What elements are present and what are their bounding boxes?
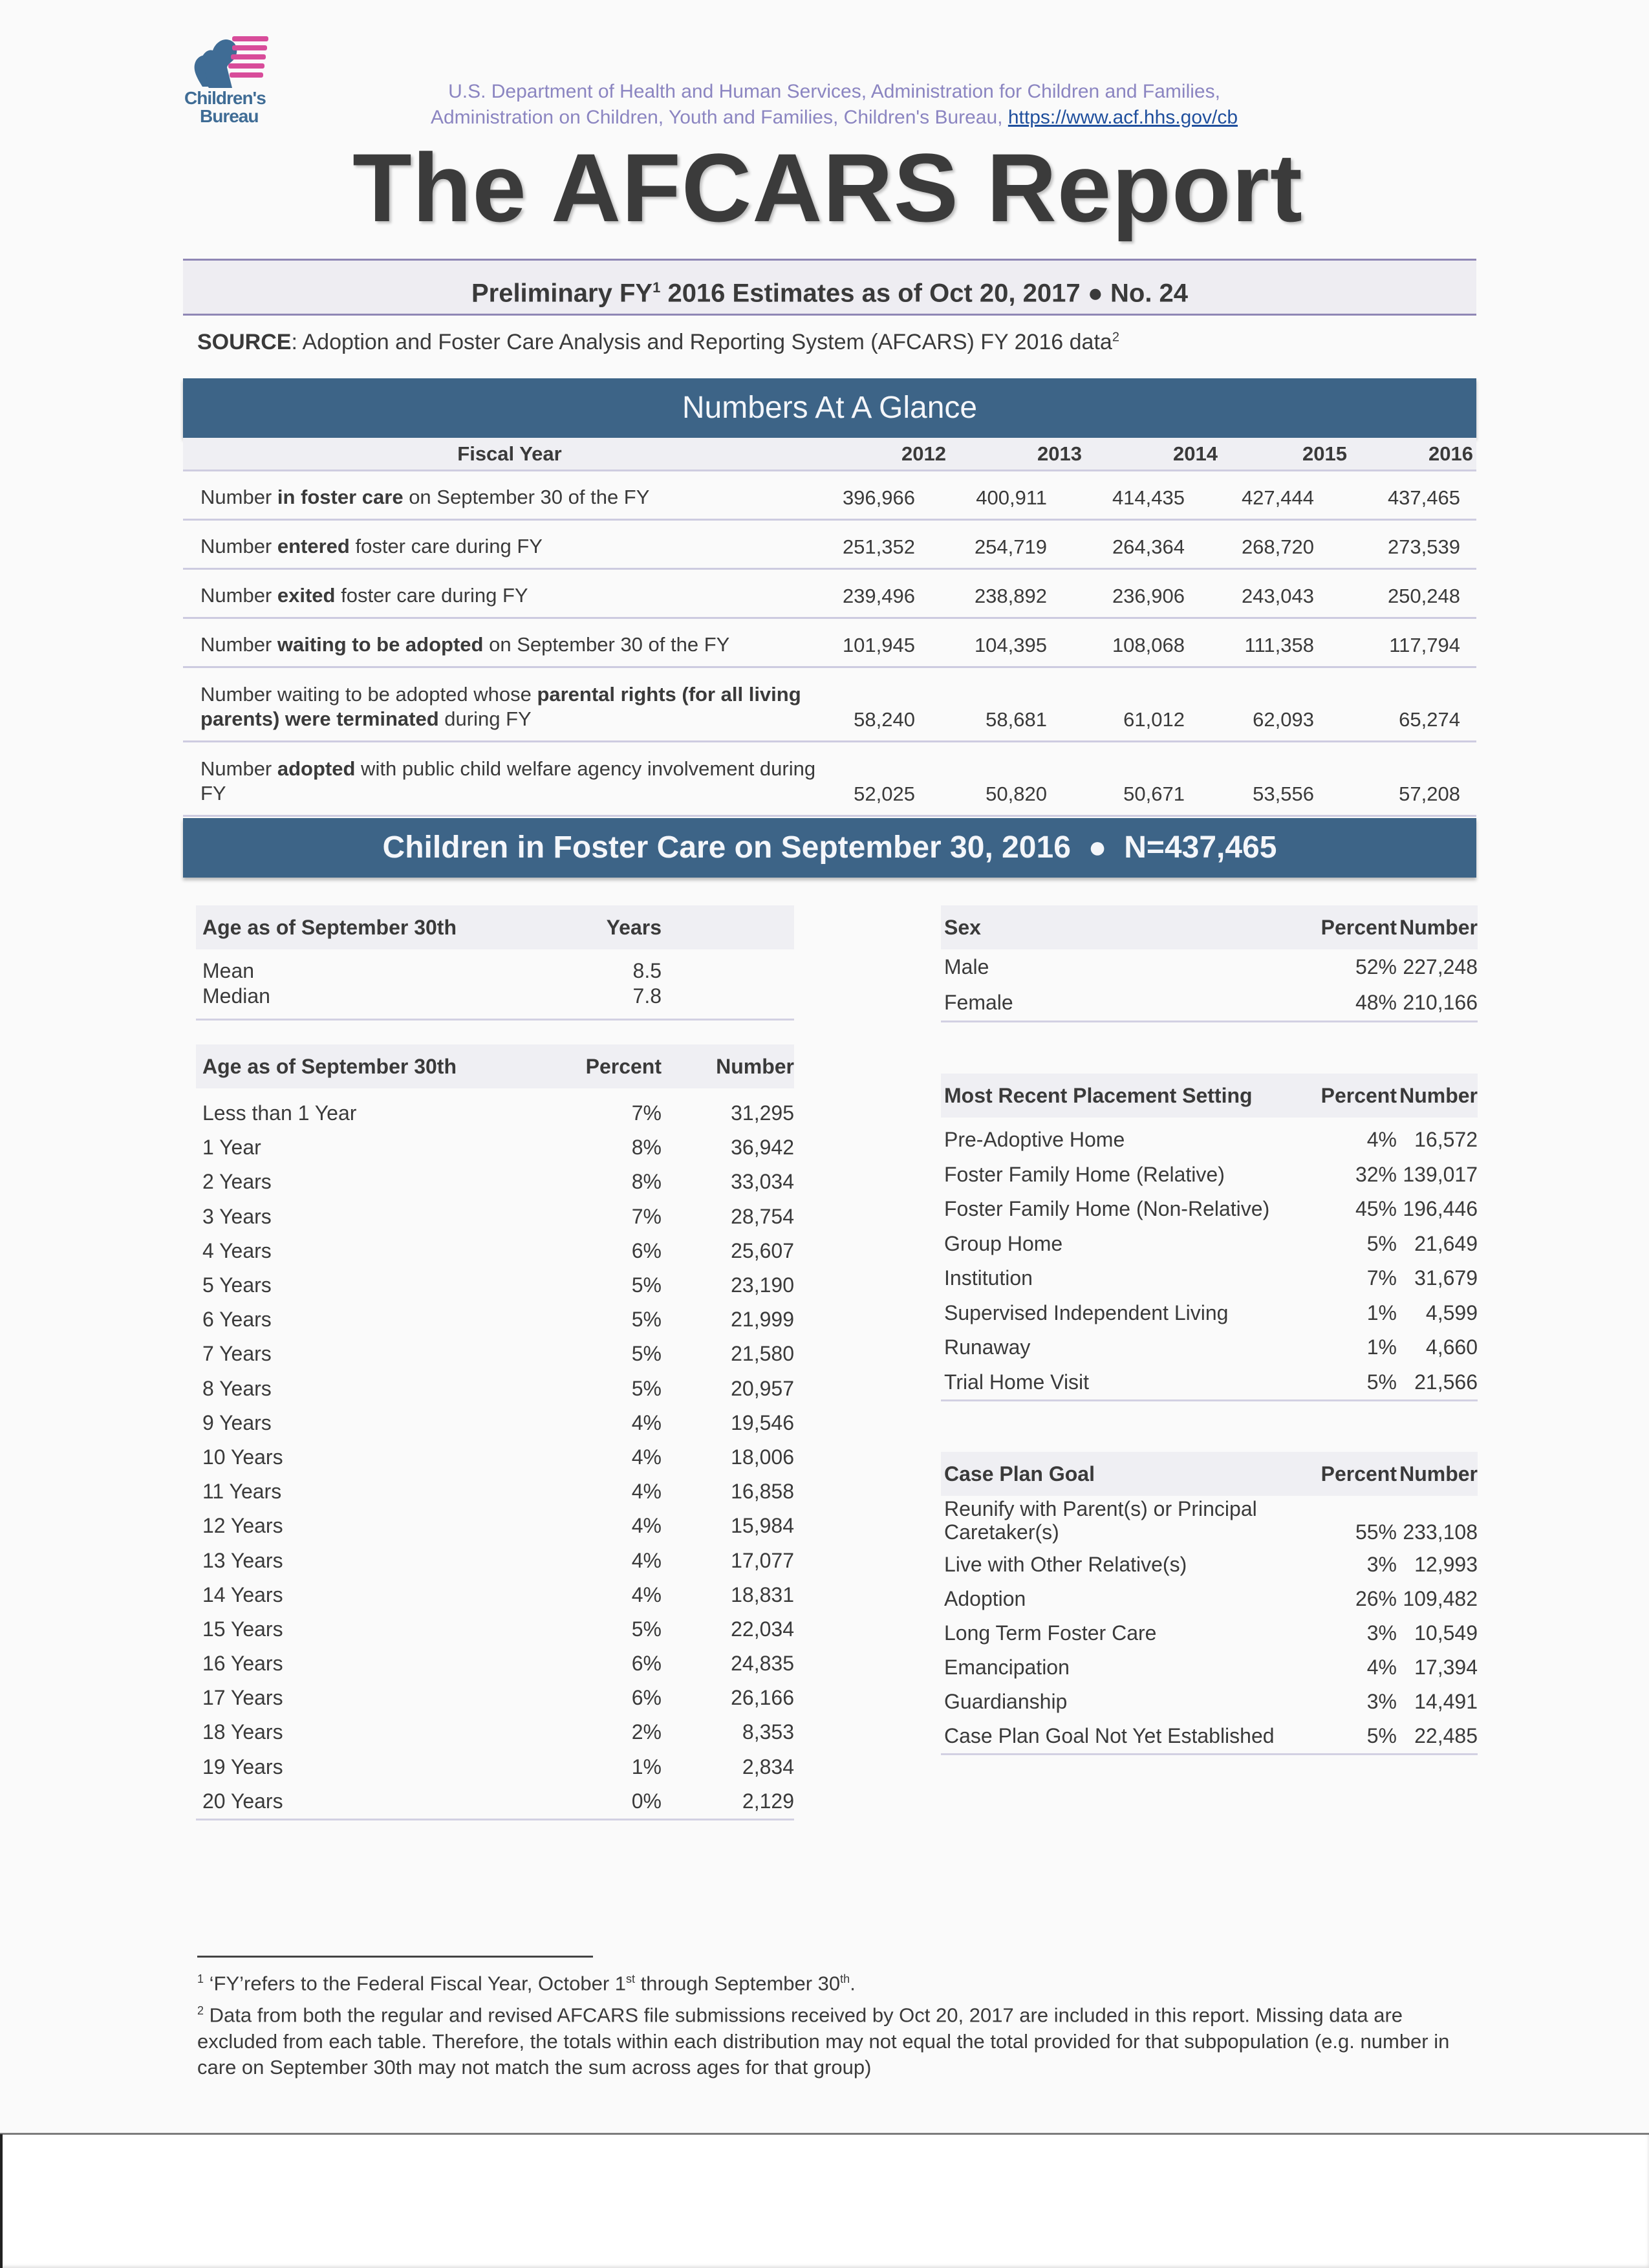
case-plan-header — [941, 1452, 1478, 1496]
year-header: 2015 — [1302, 442, 1347, 465]
row-percent: 4% — [631, 1410, 662, 1434]
row-percent: 1% — [1366, 1301, 1397, 1324]
row-label: 8 Years — [202, 1376, 272, 1400]
childrens-bureau-logo — [183, 31, 312, 135]
table-row — [196, 1474, 794, 1509]
table-row — [196, 1234, 794, 1268]
glance-value: 62,093 — [1253, 708, 1314, 731]
row-label: 17 Years — [202, 1686, 283, 1710]
sex-table — [941, 905, 1478, 1022]
table-row — [196, 1784, 794, 1819]
label-text: on September 30 of the FY — [483, 633, 730, 656]
number-header: Number — [716, 1054, 794, 1078]
glance-value: 117,794 — [1389, 634, 1460, 656]
row-label: Long Term Foster Care — [944, 1621, 1157, 1645]
age-stats-header — [196, 905, 794, 949]
table-row — [196, 1750, 794, 1784]
row-label: Supervised Independent Living — [944, 1301, 1229, 1324]
source-text: : Adoption and Foster Care Analysis and Reporting System (AFCARS) FY 2016 data — [291, 330, 1112, 354]
years-header: Years — [606, 915, 662, 939]
row-percent: 5% — [1366, 1231, 1397, 1255]
row-label: Less than 1 Year — [202, 1101, 357, 1125]
row-label: 15 Years — [202, 1617, 283, 1641]
glance-value: 251,352 — [842, 535, 915, 558]
row-number: 139,017 — [1403, 1162, 1478, 1186]
label-text: Number — [200, 757, 277, 780]
year-header: 2013 — [1037, 442, 1082, 465]
table-row — [196, 1647, 794, 1681]
row-number: 31,679 — [1414, 1266, 1478, 1290]
table-row — [196, 1337, 794, 1371]
row-percent: 5% — [631, 1273, 662, 1297]
footnote-text: Data from both the regular and revised AFCARS file submissions received by Oct 20, 2017 are included in this report. Missing data are excluded from each table. Therefore, the totals within each distribution may not equal the total provided for that subpopulation (e.g. number in care on September 30th may not match the sum across ages for that group) — [197, 2003, 1450, 2079]
row-number: 18,006 — [731, 1445, 794, 1469]
row-label: Trial Home Visit — [944, 1370, 1090, 1394]
glance-value: 52,025 — [854, 783, 915, 805]
source-line — [197, 330, 1119, 355]
case-plan-rows — [941, 1496, 1478, 1755]
table-row — [941, 1261, 1478, 1296]
ordinal-suffix: th — [840, 1972, 850, 1985]
label-emphasis: entered — [277, 535, 350, 557]
table-row — [196, 1612, 794, 1647]
age-header-label: Age as of September 30th — [202, 915, 457, 939]
table-row — [196, 1509, 794, 1543]
row-label: Emancipation — [944, 1656, 1070, 1679]
ordinal-suffix: st — [626, 1972, 636, 1985]
row-percent: 6% — [631, 1652, 662, 1676]
row-label: 7 Years — [202, 1342, 272, 1366]
table-row — [941, 1330, 1478, 1365]
table-row — [941, 1719, 1478, 1753]
row-number: 109,482 — [1403, 1587, 1478, 1610]
glance-header-row — [183, 438, 1476, 471]
table-row — [941, 1158, 1478, 1193]
row-number: 16,572 — [1414, 1128, 1478, 1152]
table-row — [196, 984, 794, 1021]
row-number: 8,353 — [742, 1720, 794, 1744]
row-percent: 8% — [631, 1136, 662, 1160]
label-text: Number — [200, 584, 277, 607]
footnote-ref-2: 2 — [1112, 330, 1119, 345]
footnote-divider — [197, 1956, 593, 1958]
row-label: 3 Years — [202, 1204, 272, 1228]
row-number: 20,957 — [731, 1376, 794, 1400]
row-percent: 26% — [1355, 1587, 1397, 1610]
glance-value: 427,444 — [1241, 486, 1314, 509]
row-percent: 4% — [631, 1445, 662, 1469]
glance-value: 239,496 — [842, 585, 915, 607]
row-percent: 8% — [631, 1170, 662, 1194]
label-emphasis: in foster care — [277, 486, 404, 508]
year-header: 2012 — [901, 442, 946, 465]
glance-row-label — [183, 682, 817, 731]
table-row — [196, 1302, 794, 1337]
footnote-text: through September 30 — [635, 1972, 841, 1995]
label-text: Number waiting to be adopted whose — [200, 683, 537, 706]
row-number: 21,566 — [1414, 1370, 1478, 1394]
row-percent: 1% — [1366, 1335, 1397, 1359]
row-label: Foster Family Home (Relative) — [944, 1162, 1225, 1186]
label-text: Number — [200, 535, 277, 557]
row-label: Foster Family Home (Non-Relative) — [944, 1197, 1270, 1221]
footnote-1 — [197, 1966, 1458, 1996]
row-number: 15,984 — [731, 1514, 794, 1538]
glance-value: 268,720 — [1241, 535, 1314, 558]
glance-row — [183, 742, 1476, 817]
prelim-text-b: 2016 Estimates as of Oct 20, 2017 ● No. 24 — [660, 279, 1189, 308]
row-percent: 5% — [631, 1308, 662, 1332]
row-number: 24,835 — [731, 1652, 794, 1676]
table-row — [941, 1548, 1478, 1582]
glance-value: 243,043 — [1241, 585, 1314, 607]
glance-value: 58,681 — [986, 708, 1047, 731]
table-row — [196, 1543, 794, 1577]
row-label: 11 Years — [202, 1480, 282, 1504]
placement-setting-table — [941, 1074, 1478, 1401]
sex-header — [941, 905, 1478, 949]
percent-header: Percent — [585, 1054, 662, 1078]
fiscal-year-header: Fiscal Year — [457, 442, 562, 465]
number-header: Number — [1399, 915, 1478, 939]
glance-value: 414,435 — [1112, 486, 1185, 509]
glance-value: 111,358 — [1244, 634, 1314, 656]
row-label: 2 Years — [202, 1170, 272, 1194]
row-number: 10,549 — [1414, 1621, 1478, 1645]
table-row — [196, 1165, 794, 1199]
row-label: Runaway — [944, 1335, 1031, 1359]
row-number: 4,660 — [1425, 1335, 1478, 1359]
row-percent: 3% — [1366, 1621, 1397, 1645]
table-row — [941, 1685, 1478, 1719]
row-label: 9 Years — [202, 1410, 272, 1434]
placement-header-label: Most Recent Placement Setting — [944, 1083, 1253, 1107]
table-row — [941, 1365, 1478, 1400]
table-row — [941, 1296, 1478, 1331]
row-label: 16 Years — [202, 1652, 283, 1676]
row-label: 5 Years — [202, 1273, 272, 1297]
glance-value: 396,966 — [842, 486, 915, 509]
table-row — [941, 1123, 1478, 1158]
case-plan-goal-table — [941, 1452, 1478, 1755]
row-label: 19 Years — [202, 1755, 283, 1778]
glance-rows — [183, 471, 1476, 817]
numbers-at-a-glance-table — [183, 438, 1476, 817]
row-percent: 4% — [631, 1582, 662, 1606]
row-number: 31,295 — [731, 1101, 794, 1125]
row-number: 25,607 — [731, 1238, 794, 1262]
row-percent: 2% — [631, 1720, 662, 1744]
row-number: 23,190 — [731, 1273, 794, 1297]
percent-header: Percent — [1320, 1462, 1397, 1485]
row-number: 17,077 — [731, 1548, 794, 1572]
row-number: 19,546 — [731, 1410, 794, 1434]
glance-row-label — [183, 534, 817, 559]
agency-header — [362, 79, 1306, 131]
sex-header-label: Sex — [944, 915, 981, 939]
acf-website-link[interactable]: https://www.acf.hhs.gov/cb — [1008, 107, 1238, 128]
row-number: 227,248 — [1403, 955, 1478, 978]
table-row — [196, 1130, 794, 1165]
row-label: Group Home — [944, 1231, 1063, 1255]
age-stats-table — [196, 905, 794, 1021]
age-rows — [196, 1096, 794, 1820]
row-percent: 5% — [631, 1376, 662, 1400]
row-label: Adoption — [944, 1587, 1026, 1610]
table-row — [941, 1192, 1478, 1227]
year-header: 2014 — [1173, 442, 1218, 465]
table-row — [941, 1650, 1478, 1685]
row-label: 18 Years — [202, 1720, 283, 1744]
row-label: Institution — [944, 1266, 1033, 1290]
glance-value: 250,248 — [1387, 585, 1460, 607]
footnote-mark: 1 — [197, 1972, 204, 1985]
table-row — [196, 1406, 794, 1440]
glance-value: 53,556 — [1253, 783, 1314, 805]
row-label: 14 Years — [202, 1582, 283, 1606]
preliminary-banner — [183, 259, 1476, 316]
row-percent: 32% — [1355, 1162, 1397, 1186]
label-text: Number — [200, 486, 277, 508]
row-number: 22,485 — [1414, 1724, 1478, 1747]
footnote-text: ‘FY’refers to the Federal Fiscal Year, October 1 — [204, 1972, 627, 1995]
row-percent: 7% — [631, 1101, 662, 1125]
glance-value: 61,012 — [1123, 708, 1185, 731]
glance-value: 400,911 — [976, 486, 1047, 509]
percent-header: Percent — [1320, 1083, 1397, 1107]
row-percent: 0% — [631, 1789, 662, 1813]
label-emphasis: adopted — [277, 757, 356, 780]
glance-value: 273,539 — [1387, 535, 1460, 558]
footnotes — [197, 1966, 1458, 2082]
row-label: Reunify with Parent(s) or Principal Caretaker(s) — [944, 1497, 1257, 1544]
label-emphasis: parental rights (for all living parents) were terminated — [200, 683, 801, 730]
row-number: 233,108 — [1403, 1520, 1478, 1544]
glance-value: 104,395 — [974, 634, 1047, 656]
row-number: 14,491 — [1414, 1690, 1478, 1713]
row-label: Mean — [202, 958, 255, 982]
glance-value: 264,364 — [1112, 535, 1185, 558]
label-emphasis: exited — [277, 584, 336, 607]
glance-value: 238,892 — [974, 585, 1047, 607]
row-percent: 3% — [1366, 1553, 1397, 1576]
row-number: 18,831 — [731, 1582, 794, 1606]
row-number: 36,942 — [731, 1136, 794, 1160]
row-percent: 52% — [1355, 955, 1397, 978]
row-percent: 45% — [1355, 1197, 1397, 1221]
glance-value: 50,820 — [986, 783, 1047, 805]
table-row — [196, 1715, 794, 1749]
footnote-mark: 2 — [197, 2004, 204, 2018]
table-row — [941, 949, 1478, 985]
row-percent: 3% — [1366, 1690, 1397, 1713]
label-text: foster care during FY — [335, 584, 528, 607]
row-label: Guardianship — [944, 1690, 1068, 1713]
glance-row — [183, 521, 1476, 570]
table-row — [941, 1227, 1478, 1262]
sex-rows — [941, 949, 1478, 1022]
row-label: Pre-Adoptive Home — [944, 1128, 1125, 1152]
number-header: Number — [1399, 1083, 1478, 1107]
glance-value: 108,068 — [1112, 634, 1185, 656]
row-value: 8.5 — [632, 958, 662, 982]
row-number: 33,034 — [731, 1170, 794, 1194]
logo-line-2: Bureau — [200, 106, 259, 126]
logo-wordmark — [184, 89, 312, 125]
placement-header — [941, 1074, 1478, 1118]
row-number: 21,580 — [731, 1342, 794, 1366]
row-label: 6 Years — [202, 1308, 272, 1332]
table-row — [196, 1681, 794, 1715]
glance-value: 65,274 — [1399, 708, 1460, 731]
case-plan-header-label: Case Plan Goal — [944, 1462, 1095, 1485]
row-number: 17,394 — [1414, 1656, 1478, 1679]
label-text: on September 30 of the FY — [403, 486, 650, 508]
number-header: Number — [1399, 1462, 1478, 1485]
row-label: 12 Years — [202, 1514, 283, 1538]
footnote-text: . — [850, 1972, 856, 1995]
agency-line-2 — [362, 105, 1306, 131]
row-label: 10 Years — [202, 1445, 283, 1469]
label-text: Number — [200, 633, 277, 656]
glance-value: 101,945 — [842, 634, 915, 656]
row-number: 21,999 — [731, 1308, 794, 1332]
row-label: 20 Years — [202, 1789, 283, 1813]
logo-line-1: Children's — [184, 88, 266, 108]
row-percent: 7% — [1366, 1266, 1397, 1290]
row-number: 16,858 — [731, 1480, 794, 1504]
row-number: 12,993 — [1414, 1553, 1478, 1576]
row-percent: 5% — [1366, 1724, 1397, 1747]
glance-value: 58,240 — [854, 708, 915, 731]
label-emphasis: waiting to be adopted — [277, 633, 484, 656]
glance-row — [183, 619, 1476, 668]
row-number: 28,754 — [731, 1204, 794, 1228]
row-percent: 55% — [1355, 1520, 1397, 1544]
row-value: 7.8 — [632, 984, 662, 1008]
row-label: 1 Year — [202, 1136, 261, 1160]
row-label: Live with Other Relative(s) — [944, 1553, 1187, 1576]
row-number: 210,166 — [1403, 991, 1478, 1014]
row-label: 13 Years — [202, 1548, 283, 1572]
table-row — [196, 1578, 794, 1612]
label-text: foster care during FY — [349, 535, 543, 557]
table-row — [941, 1616, 1478, 1650]
label-text: with public child welfare agency involvement during FY — [200, 757, 816, 805]
glance-row-label — [183, 485, 817, 510]
glance-row-label — [183, 757, 817, 806]
childrens-bureau-emblem-icon — [189, 31, 274, 89]
table-row — [941, 985, 1478, 1021]
glance-row-label — [183, 632, 817, 657]
agency-line-2-text: Administration on Children, Youth and Families, Children's Bureau, — [430, 107, 1003, 128]
row-number: 2,129 — [742, 1789, 794, 1813]
row-label: Median — [202, 984, 270, 1008]
footnote-2 — [197, 1998, 1458, 2080]
glance-value: 236,906 — [1112, 585, 1185, 607]
glance-value: 57,208 — [1399, 783, 1460, 805]
table-row — [196, 1200, 794, 1234]
table-row — [196, 957, 794, 984]
row-number: 4,599 — [1425, 1301, 1478, 1324]
age-header-label: Age as of September 30th — [202, 1054, 457, 1078]
year-header: 2016 — [1428, 442, 1473, 465]
row-label: Case Plan Goal Not Yet Established — [944, 1724, 1275, 1747]
row-label: Male — [944, 955, 989, 978]
row-percent: 6% — [631, 1686, 662, 1710]
row-percent: 7% — [631, 1204, 662, 1228]
scanner-bed-area — [0, 2133, 1649, 2268]
prelim-text-a: Preliminary FY — [471, 279, 653, 308]
row-percent: 4% — [631, 1480, 662, 1504]
age-distribution-table — [196, 1044, 794, 1820]
table-row — [196, 1268, 794, 1302]
row-number: 21,649 — [1414, 1231, 1478, 1255]
row-percent: 4% — [631, 1514, 662, 1538]
row-percent: 48% — [1355, 991, 1397, 1014]
row-number: 196,446 — [1403, 1197, 1478, 1221]
row-percent: 5% — [1366, 1370, 1397, 1394]
glance-row — [183, 570, 1476, 619]
table-row — [941, 1582, 1478, 1616]
agency-line-1: U.S. Department of Health and Human Services, Administration for Children and Families, — [448, 81, 1220, 102]
row-label: 4 Years — [202, 1238, 272, 1262]
glance-row — [183, 668, 1476, 742]
row-percent: 5% — [631, 1617, 662, 1641]
table-row — [196, 1096, 794, 1130]
glance-value: 437,465 — [1387, 486, 1460, 509]
scanner-edge — [0, 2134, 3, 2268]
age-dist-header — [196, 1044, 794, 1088]
placement-rows — [941, 1123, 1478, 1401]
row-percent: 6% — [631, 1238, 662, 1262]
label-text: during FY — [438, 707, 532, 730]
row-label: Female — [944, 991, 1013, 1014]
row-percent: 4% — [1366, 1656, 1397, 1679]
glance-value: 50,671 — [1123, 783, 1185, 805]
children-in-foster-care-header: Children in Foster Care on September 30, 2016 ● N=437,465 — [183, 818, 1476, 878]
row-number: 2,834 — [742, 1755, 794, 1778]
numbers-at-a-glance-header: Numbers At A Glance — [183, 378, 1476, 438]
row-number: 26,166 — [731, 1686, 794, 1710]
source-label: SOURCE — [197, 330, 292, 354]
row-number: 22,034 — [731, 1617, 794, 1641]
footnote-ref-1: 1 — [652, 279, 661, 296]
table-row — [196, 1440, 794, 1474]
table-row — [941, 1496, 1478, 1548]
row-percent: 1% — [631, 1755, 662, 1778]
table-row — [196, 1372, 794, 1406]
glance-value: 254,719 — [974, 535, 1047, 558]
row-percent: 4% — [1366, 1128, 1397, 1152]
percent-header: Percent — [1320, 915, 1397, 939]
glance-row-label — [183, 583, 817, 608]
row-percent: 4% — [631, 1548, 662, 1572]
row-percent: 5% — [631, 1342, 662, 1366]
glance-row — [183, 471, 1476, 521]
report-title: The AFCARS Report — [352, 133, 1303, 242]
